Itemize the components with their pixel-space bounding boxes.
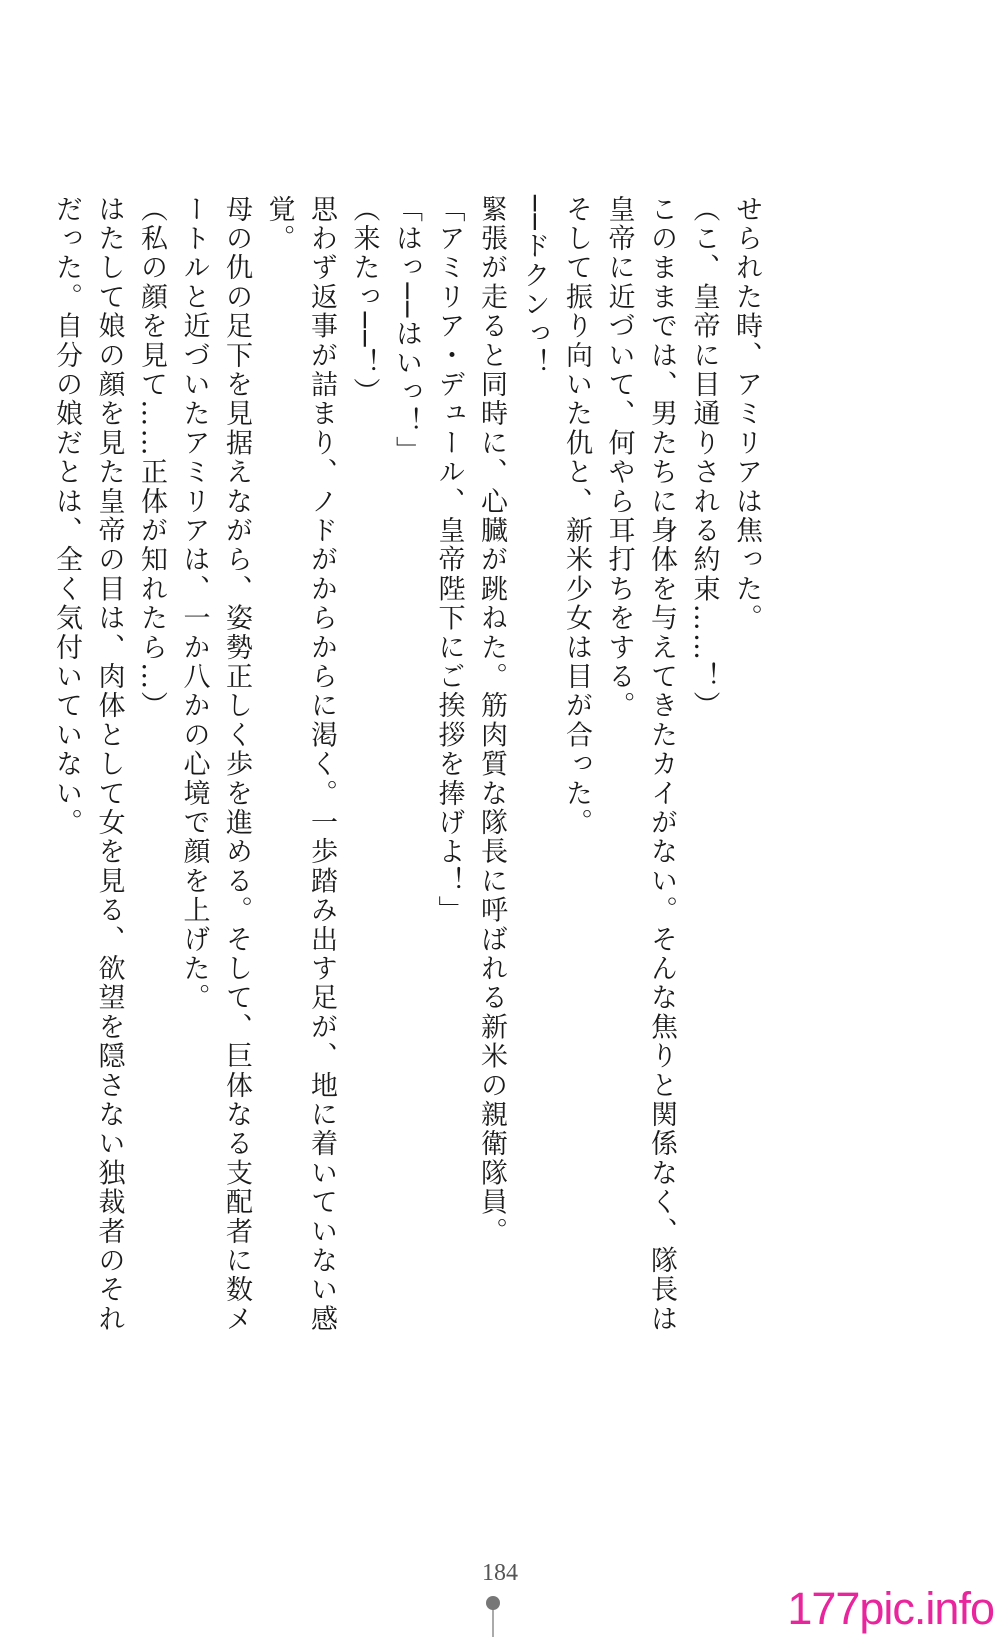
text-line: せられた時、アミリアは焦った。 [731,195,762,633]
text-line: 緊張が走ると同時に、心臓が跳ねた。筋肉質な隊長に呼ばれる新米の親衛隊員。 [476,195,507,1247]
page-marker-line [492,1608,494,1637]
text-line: （来たっ──！） [348,195,380,408]
text-line: ートルと近づいたアミリアは、一か八かの心境で顔を上げた。 [178,195,210,1013]
text-line: ──ドクンっ！ [518,195,550,378]
text-line: （こ、皇帝に目通りされる約束……！） [688,195,720,721]
text-line: 覚。 [263,195,295,254]
watermark-logo: 177pic.info [787,1583,994,1634]
text-line: 皇帝に近づいて、何やら耳打ちをする。 [603,195,635,721]
vertical-text-body [51,195,767,1355]
text-line: このままでは、男たちに身体を与えてきたカイがない。そんな焦りと関係なく、隊長は [646,195,677,1334]
text-line: そして振り向いた仇と、新米少女は目が合った。 [561,195,592,838]
text-line: はたして娘の顔を見た皇帝の目は、肉体として女を見る、欲望を隠さない独裁者のそれ [93,195,125,1334]
page-marker-dot-icon [486,1596,500,1610]
page-number: 184 [482,1560,518,1586]
text-line: 思わず返事が詰まり、ノドがからからに渇く。一歩踏み出す足が、地に着いていない感 [306,195,337,1334]
text-line: （私の顔を見て……正体が知れたら…） [136,195,167,721]
text-line: 「アミリア・デュール、皇帝陛下にご挨拶を捧げよ！」 [433,195,465,925]
text-line: 母の仇の足下を見据えながら、姿勢正しく歩を進める。そして、巨体なる支配者に数メ [221,195,252,1334]
text-line: だった。自分の娘だとは、全く気付いていない。 [51,195,82,838]
text-line: 「はっ──はいっ！」 [391,195,422,466]
